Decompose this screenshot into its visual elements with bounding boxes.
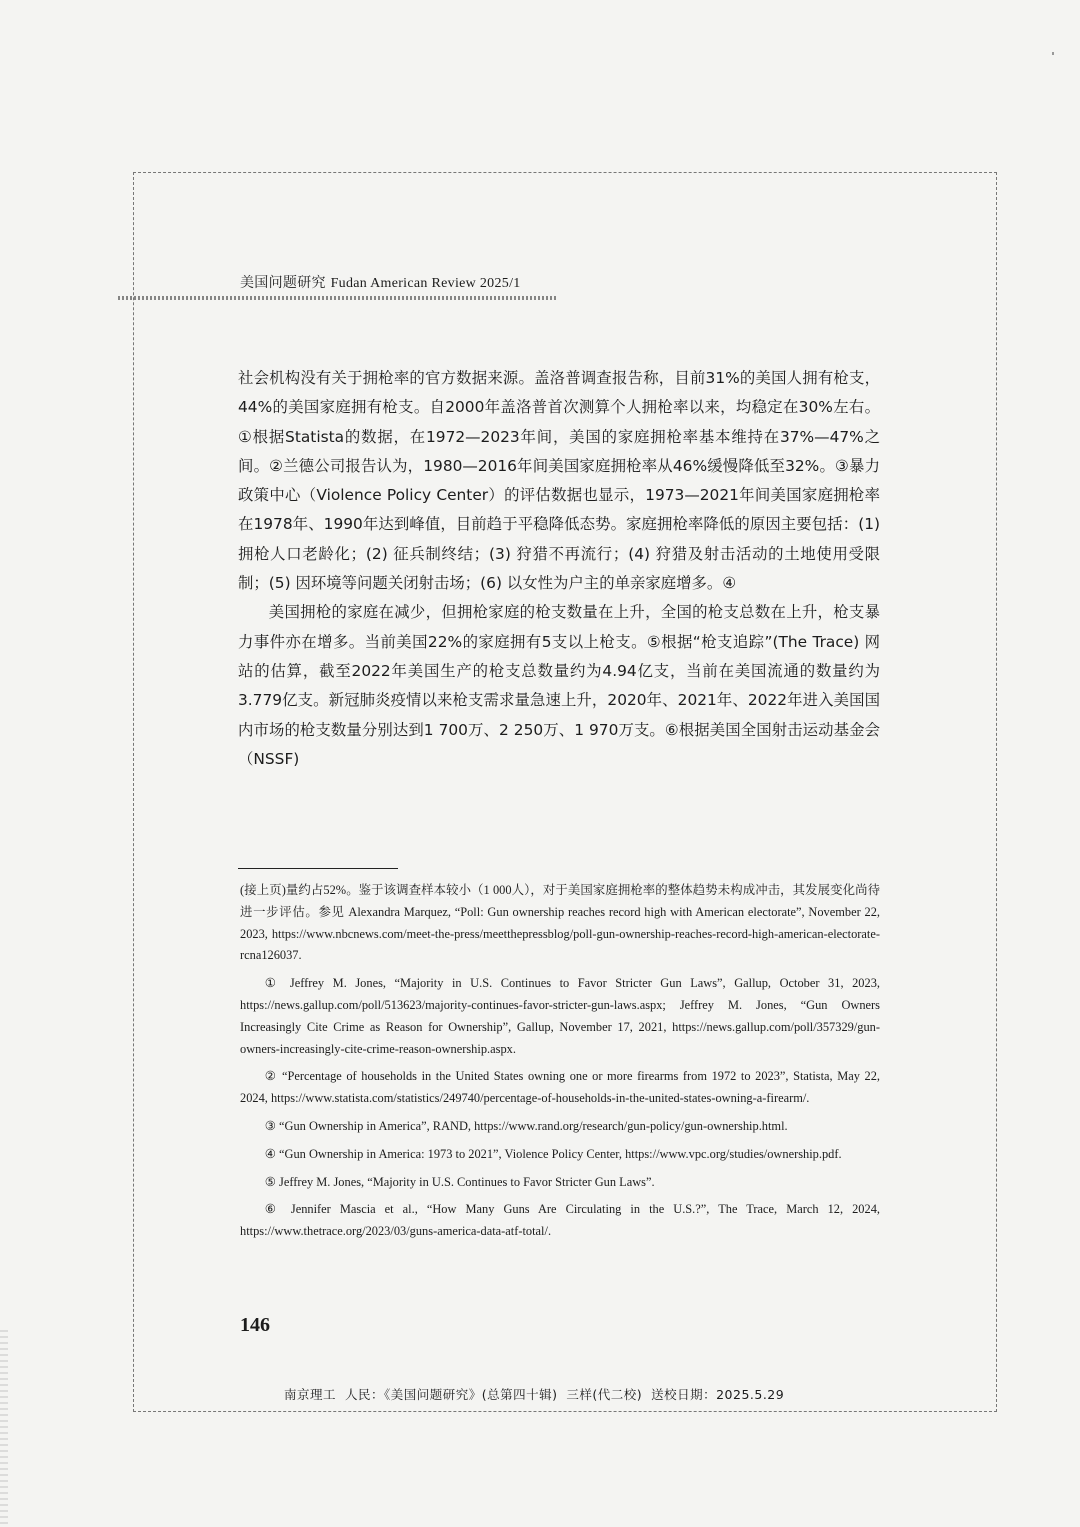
running-head-zh: 美国问题研究	[240, 275, 326, 291]
body-paragraph-2: 美国拥枪的家庭在减少，但拥枪家庭的枪支数量在上升，全国的枪支总数在上升，枪支暴力事件亦在增多。当前美国22%的家庭拥有5支以上枪支。⑤根据“枪支追踪”(The Trace) 网站的估算，截至2022年美国生产的枪支总数量约为4.94亿支，当前在美国流通的数量约为3.779亿支。新冠肺炎疫情以来枪支需求量急速上升，2020年、2021年、2022年进入美国国内市场的枪支数量分别达到1 700万、2 250万、1 970万支。⑥根据美国全国射击运动基金会（NSSF)	[238, 603, 880, 768]
scan-mark	[1052, 52, 1054, 55]
footnotes	[240, 880, 880, 1249]
proof-info-line: 南京理工 人民：《美国问题研究》(总第四十辑) 三样(代二校) 送校日期：2025.5.29	[284, 1387, 785, 1402]
running-head	[240, 272, 521, 292]
footnote-rule	[238, 868, 398, 869]
footnote-continued: (接上页)量约占52%。鉴于该调查样本较小（1 000人），对于美国家庭拥枪率的整体趋势未构成冲击，其发展变化尚待进一步评估。参见 Alexandra Marquez, “Poll: Gun ownership reaches record high with American electorate”, November 22, 2023, https://www.nbcnews.com/meet-the-press/meetthepressblog/poll-gun-ownership-reaches-record-high-american-electorate-rcna126037.	[240, 883, 880, 963]
running-head-en: Fudan American Review 2025/1	[330, 276, 521, 291]
page-number: 146	[240, 1314, 270, 1336]
footnote-6: ⑥ Jennifer Mascia et al., “How Many Guns Are Circulating in the U.S.?”, The Trace, March 12, 2024, https://www.thetrace.org/2023/03/guns-america-data-atf-total/.	[240, 1202, 880, 1239]
body-text	[238, 364, 880, 774]
running-head-rule	[118, 296, 558, 300]
scan-edge	[0, 1330, 8, 1527]
footnote-1: ① Jeffrey M. Jones, “Majority in U.S. Continues to Favor Stricter Gun Laws”, Gallup, October 31, 2023, https://news.gallup.com/poll/513623/majority-continues-favor-stricter-gun-laws.aspx; Jeffrey M. Jones, “Gun Owners Increasingly Cite Crime as Reason for Ownership”, Gallup, November 17, 2021, https://news.gallup.com/poll/357329/gun-owners-increasingly-cite-crime-reason-ownership.aspx.	[240, 976, 880, 1056]
footnote-5: ⑤ Jeffrey M. Jones, “Majority in U.S. Continues to Favor Stricter Gun Laws”.	[264, 1174, 655, 1189]
footnote-4: ④ “Gun Ownership in America: 1973 to 2021”, Violence Policy Center, https://www.vpc.org/studies/ownership.pdf.	[264, 1146, 842, 1161]
body-paragraph-1: 社会机构没有关于拥枪率的官方数据来源。盖洛普调查报告称，目前31%的美国人拥有枪支，44%的美国家庭拥有枪支。自2000年盖洛普首次测算个人拥枪率以来，均稳定在30%左右。①根据Statista的数据，在1972—2023年间，美国的家庭拥枪率基本维持在37%—47%之间。②兰德公司报告认为，1980—2016年间美国家庭拥枪率从46%缓慢降低至32%。③暴力政策中心（Violence Policy Center）的评估数据也显示，1973—2021年间美国家庭拥枪率在1978年、1990年达到峰值，目前趋于平稳降低态势。家庭拥枪率降低的原因主要包括：(1) 拥枪人口老龄化；(2) 征兵制终结；(3) 狩猎不再流行；(4) 狩猎及射击活动的土地使用受限制；(5) 因环境等问题关闭射击场；(6) 以女性为户主的单亲家庭增多。④	[238, 369, 880, 593]
footnote-3: ③ “Gun Ownership in America”, RAND, https://www.rand.org/research/gun-policy/gun-ownership.html.	[264, 1118, 788, 1133]
footnote-2: ② “Percentage of households in the United States owning one or more firearms from 1972 to 2023”, Statista, May 22, 2024, https://www.statista.com/statistics/249740/percentage-of-households-in-the-united-states-owning-a-firearm/.	[240, 1069, 880, 1106]
